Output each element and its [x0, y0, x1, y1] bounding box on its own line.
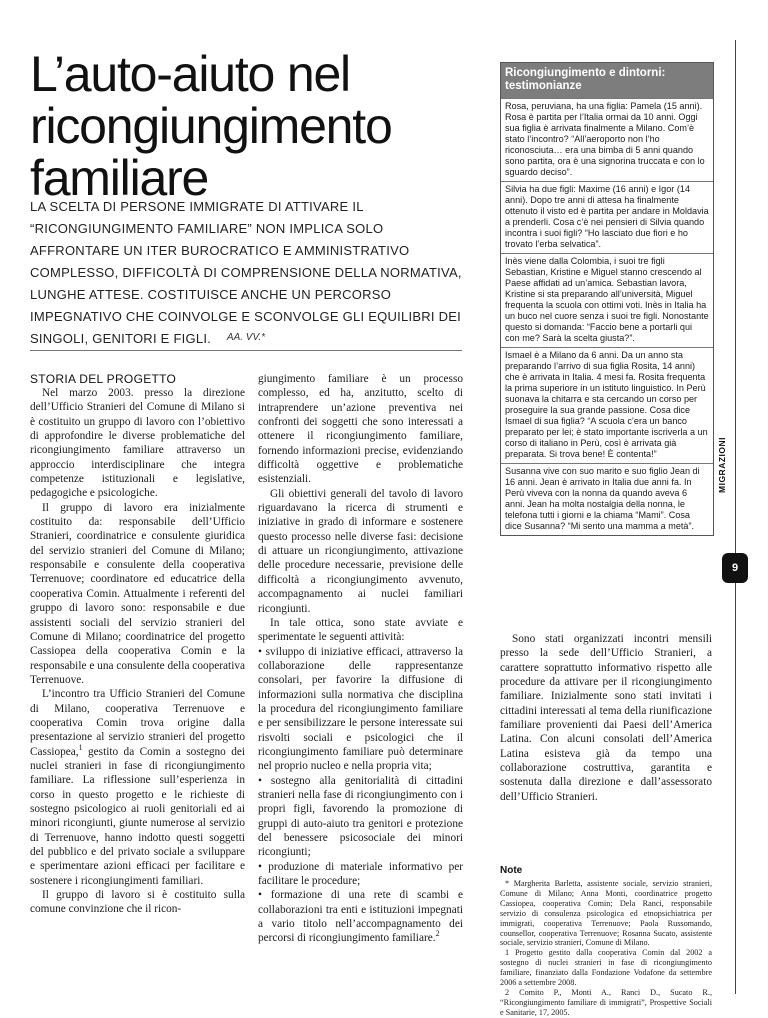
bullet-item: • sostegno alla genitorialità di cittadini stranieri nella fase di ricongiungimento con i propri figli, favorendo la promozione di gruppi di auto-aiuto tra genitori e protezione del benessere psicosociale dei minori ricongiunti; — [258, 774, 463, 859]
testimony-text: Rosa, peruviana, ha una figlia: Pamela (15 anni). Rosa è partita per l’Italia ormai da 10 anni. Oggi sua figlia è arrivata finalmente a Milano. Com’è stato l’incontro? “All’aeroporto non l’ho riconosciuta… era una bimba di 5 anni quando sono partita, ora è una signorina truccata e con lo sguardo deciso”. — [505, 101, 705, 177]
body-column-2 — [258, 372, 463, 946]
body-paragraph: In tale ottica, sono state avviate e sperimentate le seguenti attività: — [258, 616, 463, 644]
bullet-item: • produzione di materiale informativo per facilitare le procedure; — [258, 860, 463, 888]
testimony-item — [501, 98, 713, 181]
article-author: AA. VV.* — [226, 332, 266, 343]
footnote: 2 Comito P., Monti A., Ranci D., Sucato R., “Ricongiungimento familiare di immigrati”, Prospettive Sociali e Sanitarie, 17, 2005. — [500, 987, 712, 1017]
body-text: L’incontro tra Ufficio Stranieri del Comune di Milano, cooperativa Terrenuove e cooperativa Comin trova origine dalla presentazione al servizio stranieri del progetto Cassiopea, — [30, 688, 245, 758]
side-label-text: MIGRAZIONI — [717, 437, 727, 493]
bullet-item: • sviluppo di iniziative efficaci, attraverso la collaborazione delle rappresentanze consolari, per favorire la diffusione di informazioni sulla normativa che disciplina la procedura del ricongiungimento familiare e per sensibilizzare le persone interessate sui risvolti sociali e psicologici che il ricongiungimento familiare può determinare nel proprio nucleo e nella propria vita; — [258, 645, 463, 773]
testimonies-box — [500, 62, 714, 536]
body-column-1 — [30, 386, 245, 917]
section-side-label — [712, 420, 732, 510]
bullet-item — [258, 888, 463, 945]
footnote: * Margherita Barletta, assistente sociale, servizio stranieri, Comune di Milano; Anna Monti, coordinatrice progetto Cassiopea, cooperativa Comin; Dela Ranci, responsabile servizio di consulenza psicologica ed etnopsichiatrica per immigrati, cooperativa Terrenuove; Paola Russomando, counsellor, cooperativa Terrenuove; Rosanna Sucato, assistente sociale, servizio stranieri, Comune di Milano. — [500, 879, 712, 948]
body-paragraph: Il gruppo di lavoro si è costituito sulla comune convinzione che il ricon- — [30, 889, 245, 916]
testimony-item — [501, 347, 713, 463]
notes-heading: Note — [500, 865, 523, 876]
testimony-item — [501, 463, 713, 535]
body-paragraph: giungimento familiare è un processo complesso, ed ha, anzitutto, scelto di intraprendere un’azione preventiva nei confronti dei soggetti che sono interessati a ottenere il ricongiungimento familiare, fornendo informazioni precise, evidenziando difficoltà oggettive e problematiche esistenziali. — [258, 373, 463, 486]
section-title: STORIA DEL PROGETTO — [30, 372, 177, 386]
footnote-ref: 1 — [78, 742, 83, 752]
testimony-text: Silvia ha due figli: Maxime (16 anni) e Igor (14 anni). Dopo tre anni di attesa ha finalmente ottenuto il visto ed è partita per andare in Moldavia a prenderli. Cosa c’è nei pensieri di Silvia quando incontra i suoi figli? “Ho lasciato due fiori e ho trovato l’erba selvatica”. — [505, 184, 709, 249]
body-paragraph: Nel marzo 2003. presso la direzione dell’Ufficio Stranieri del Comune di Milano si è costituito un gruppo di lavoro con l’obiettivo di approfondire le diverse problematiche del ricongiungimento familiare attraverso un approccio interdisciplinare che integra competenze istituzionali e legislative, pedagogiche e psicologiche. — [30, 387, 245, 500]
testimony-text: Susanna vive con suo marito e suo figlio Jean di 16 anni. Jean è arrivato in Italia due anni fa. In Perù viveva con la nonna da quando aveva 6 anni. Jean ha molta nostalgia della nonna, le telefona tutti i giorni e la chiama “Mami”. Cosa dice Susanna? “Mi sento una mamma a metà”. — [505, 466, 700, 531]
testimonies-box-title: Ricongiungimento e dintorni: testimonianze — [501, 63, 713, 98]
page-number: 9 — [731, 562, 739, 574]
body-paragraph: Sono stati organizzati incontri mensili presso la sede dell’Ufficio Stranieri, a carattere soprattutto informativo rispetto alle procedure da attivare per il ricongiungimento familiare. Inizialmente sono stati invitati i cittadini interessati al tema della riunificazione familiare provenienti dai Paesi dell’America Latina. Con alcuni consolati dell’America Latina esisteva già da tempo una collaborazione costruttiva, garantita e sostenuta dalla direzione e dall’assessorato dell’Ufficio Stranieri. — [500, 633, 712, 803]
testimony-text: Ismael è a Milano da 6 anni. Da un anno sta preparando l’arrivo di sua figlia Rosita, 14 anni) che è arrivata in Italia. 4 mesi fa. Rosita frequenta la prima superiore in un istituto linguistico. In Perù suonava la chitarra e sta cercando un corso per proseguire la sua grande passione. Cosa dice Ismael di sua figlia? “A scuola c’era un banco preparato per lei; è stato importante iscriverla a un corso di italiano in Perù, così è arrivata già preparata. Si trova bene! È contenta!” — [505, 350, 708, 459]
footnote-ref: 2 — [435, 929, 440, 939]
testimony-item — [501, 181, 713, 253]
margin-rule — [735, 40, 736, 994]
footnote: 1 Progetto gestito dalla cooperativa Comin dal 2002 a sostegno di nuclei stranieri in fase di ricongiungimento familiare, finanziato dalla Fondazione Vodafone da settembre 2006 a settembre 2008. — [500, 948, 712, 988]
body-column-3 — [500, 632, 712, 804]
header-divider — [30, 350, 462, 351]
testimony-text: Inès viene dalla Colombia, i suoi tre figli Sebastian, Kristine e Miguel stanno crescendo al Paese affidati ad un’amica. Sebastian lavora, Kristine si sta preparando all’università, Miguel frequenta la scuola con ottimi voti. Inès in Italia ha un buco nel cuore senza i suoi tre figli. Nonostante questo si domanda: “Faccio bene a portarli qui con me? Sarà la scelta giusta?”. — [505, 256, 709, 343]
testimony-item — [501, 253, 713, 347]
article-title: L’auto-aiuto nel ricongiungimento familiare — [30, 46, 392, 206]
body-paragraph: Gli obiettivi generali del tavolo di lavoro riguardavano la ricerca di strumenti e iniziative in grado di informare e sostenere questo processo nelle diverse fasi: decisione di attuare un ricongiungimento, attivazione delle procedure necessarie, previsione delle difficoltà a ricongiungimento avvenuto, accompagnamento ai nuclei familiari ricongiunti. — [258, 487, 463, 615]
page-number-badge — [722, 553, 748, 583]
body-text: gestito da Comin a sostegno dei nuclei stranieri in fase di ricongiungimento familiare. La riflessione sull’esperienza in corso in questo progetto e le richieste di sostegno psicologico ai ruoli genitoriali ed ai minori ricongiunti, giunte numerose al servizio di Terrenuove, hanno indotto questi soggetti del pubblico e del privato sociale a sviluppare e sperimentare azioni efficaci per facilitare e sostenere i ricongiungimenti familiari. — [30, 745, 245, 887]
body-text: • formazione di una rete di scambi e collaborazioni tra enti e istituzioni impegnati a vario titolo nell’accompagnamento dei percorsi di ricongiungimento familiare. — [258, 889, 463, 945]
footnotes — [500, 879, 712, 1018]
body-paragraph — [30, 687, 245, 888]
body-paragraph: Il gruppo di lavoro era inizialmente costituito da: responsabile dell’Ufficio Stranieri, coordinatrice e consulente giuridica del servizio stranieri del Comune di Milano; responsabile e consulente della cooperativa Terrenuove; coordinatore ed educatrice della cooperativa Comin. Attualmente i referenti del gruppo di lavoro sono: responsabile e due assistenti sociali del servizio stranieri del Comune di Milano; coordinatrice del progetto Cassiopea della cooperativa Comin e la responsabile e una consulente della cooperativa Terrenuove. — [30, 501, 245, 686]
article-subtitle: LA SCELTA DI PERSONE IMMIGRATE DI ATTIVARE IL “RICONGIUNGIMENTO FAMILIARE” NON IMPLICA SOLO AFFRONTARE UN ITER BUROCRATICO E AMMINISTRATIVO COMPLESSO, DIFFICOLTÀ DI COMPRENSIONE DELLA NORMATIVA, LUNGHE ATTESE. COSTITUISCE ANCHE UN PERCORSO IMPEGNATIVO CHE COINVOLGE E SCONVOLGE GLI EQUILIBRI DEI SINGOLI, GENITORI E FIGLI. — [30, 199, 462, 346]
